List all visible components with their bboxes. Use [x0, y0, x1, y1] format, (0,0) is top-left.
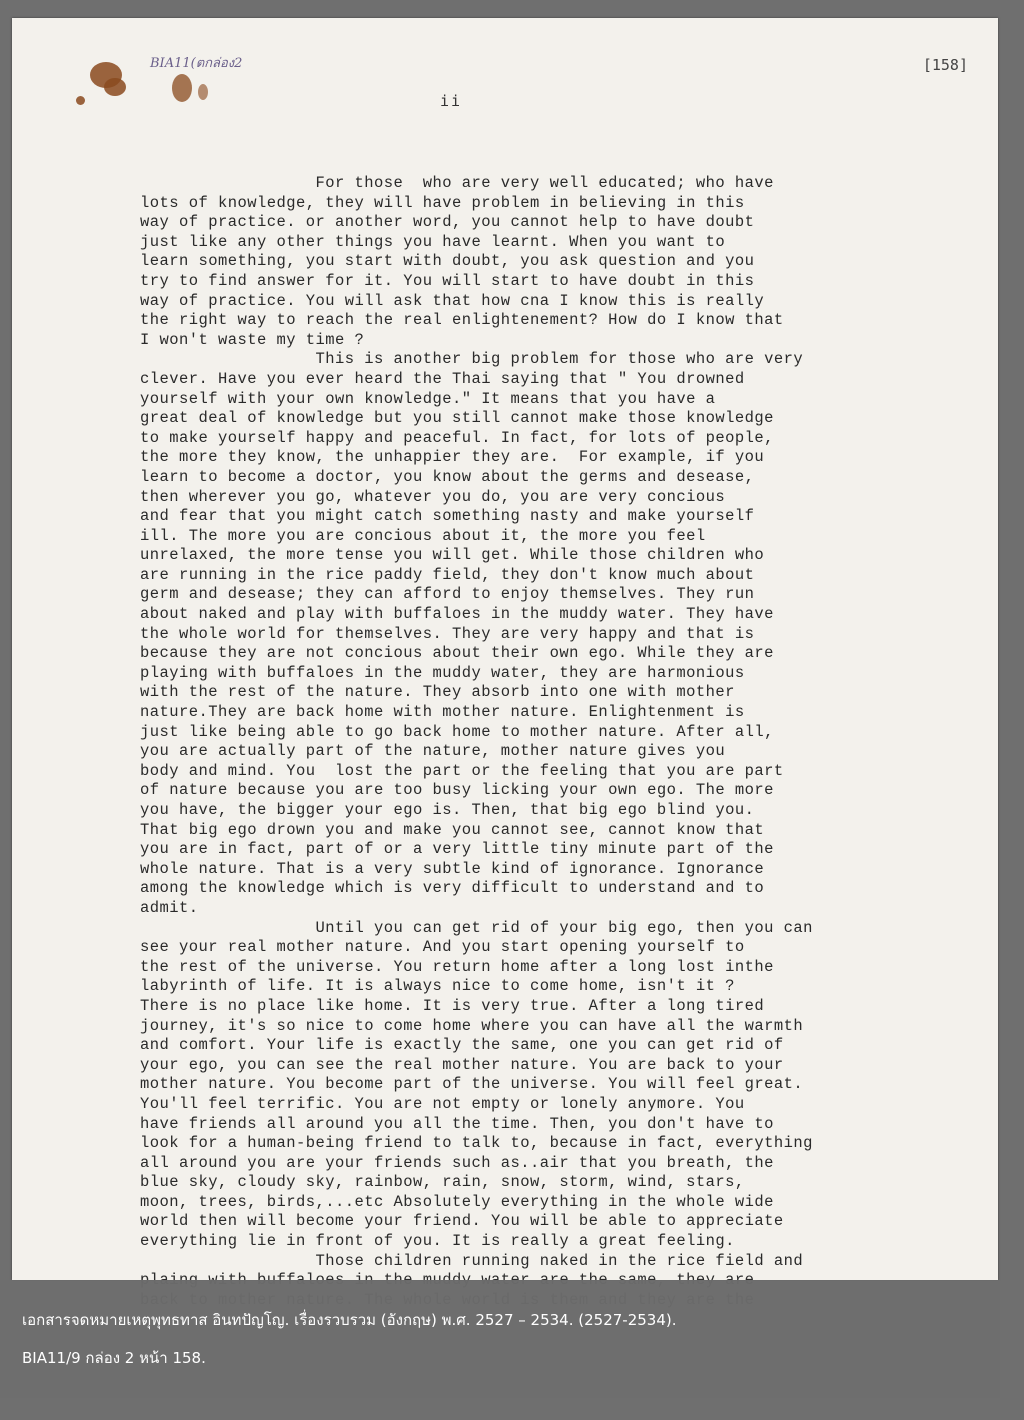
caption-reference: BIA11/9 กล่อง 2 หน้า 158. — [22, 1349, 206, 1367]
text-line: Those children running naked in the rice field and — [140, 1251, 804, 1270]
text-line: For those who are very well educated; who have — [140, 174, 774, 192]
text-line: the right way to reach the real enlightenement? How do I know that — [140, 311, 784, 330]
page-reference: [158] — [922, 56, 968, 74]
text-line: are running in the rice paddy field, they don't know much about — [140, 565, 755, 584]
text-line: world then will become your friend. You will be able to appreciate — [140, 1212, 784, 1231]
text-line: mother nature. You become part of the universe. You will feel great. — [140, 1075, 804, 1094]
text-line: then wherever you go, whatever you do, you are very concious — [140, 487, 726, 506]
page-number: ii — [440, 92, 463, 110]
text-line: journey, it's so nice to come home where you can have all the warmth — [140, 1016, 804, 1035]
text-line: moon, trees, birds,...etc Absolutely everything in the whole wide — [140, 1192, 774, 1211]
document-page — [12, 18, 998, 1280]
text-line: the rest of the universe. You return home after a long lost inthe — [140, 957, 774, 976]
text-line: you are actually part of the nature, mother nature gives you — [140, 742, 726, 761]
text-line: because they are not concious about their own ego. While they are — [140, 644, 774, 663]
text-line: admit. — [140, 898, 199, 917]
caption-bar — [0, 1280, 1000, 1398]
text-line: unrelaxed, the more tense you will get. While those children who — [140, 546, 765, 565]
text-line: ill. The more you are concious about it, the more you feel — [140, 526, 706, 545]
coffee-stain — [172, 74, 192, 102]
coffee-stain — [76, 96, 85, 105]
text-line: learn to become a doctor, you know about the germs and desease, — [140, 467, 755, 486]
text-line: just like any other things you have learnt. When you want to — [140, 232, 726, 251]
body-text — [140, 174, 980, 1310]
text-line: of nature because you are too busy licking your own ego. The more — [140, 781, 774, 800]
handwritten-note: BIA11(ตกล่อง2 — [150, 56, 243, 71]
text-line: playing with buffaloes in the muddy water, they are harmonious — [140, 663, 745, 682]
text-line: look for a human-being friend to talk to, because in fact, everything — [140, 1134, 813, 1153]
text-line: among the knowledge which is very difficult to understand and to — [140, 879, 765, 898]
text-line: see your real mother nature. And you start opening yourself to — [140, 938, 745, 957]
text-line: you are in fact, part of or a very little tiny minute part of the — [140, 840, 774, 859]
text-line: your ego, you can see the real mother nature. You are back to your — [140, 1055, 784, 1074]
text-line: the whole world for themselves. They are very happy and that is — [140, 624, 755, 643]
text-line: great deal of knowledge but you still cannot make those knowledge — [140, 409, 774, 428]
text-line: clever. Have you ever heard the Thai saying that " You drowned — [140, 369, 745, 388]
text-line: about naked and play with buffaloes in the muddy water. They have — [140, 605, 774, 624]
text-line: lots of knowledge, they will have problem in believing in this — [140, 193, 745, 212]
text-line: have friends all around you all the time. Then, you don't have to — [140, 1114, 774, 1133]
text-line: and fear that you might catch something nasty and make yourself — [140, 507, 755, 526]
text-line: That big ego drown you and make you cannot see, cannot know that — [140, 820, 765, 839]
text-line: yourself with your own knowledge." It means that you have a — [140, 389, 716, 408]
text-line: to make yourself happy and peaceful. In fact, for lots of people, — [140, 428, 774, 447]
text-line: way of practice. or another word, you cannot help to have doubt — [140, 213, 755, 232]
text-line: blue sky, cloudy sky, rainbow, rain, snow, storm, wind, stars, — [140, 1173, 745, 1192]
text-line: whole nature. That is a very subtle kind of ignorance. Ignorance — [140, 859, 765, 878]
text-line: This is another big problem for those who are very — [140, 350, 804, 369]
text-line: way of practice. You will ask that how cna I know this is really — [140, 291, 765, 310]
text-line: nature.They are back home with mother nature. Enlightenment is — [140, 703, 745, 722]
coffee-stain — [198, 84, 208, 100]
text-line: body and mind. You lost the part or the feeling that you are part — [140, 761, 784, 780]
text-line: labyrinth of life. It is always nice to come home, isn't it ? — [140, 977, 735, 996]
text-line: you have, the bigger your ego is. Then, that big ego blind you. — [140, 801, 755, 819]
text-line: with the rest of the nature. They absorb into one with mother — [140, 683, 735, 702]
text-line: I won't waste my time ? — [140, 330, 365, 349]
text-line: learn something, you start with doubt, you ask question and you — [140, 252, 755, 271]
text-line: everything lie in front of you. It is really a great feeling. — [140, 1232, 735, 1251]
text-line: You'll feel terrific. You are not empty or lonely anymore. You — [140, 1094, 745, 1113]
text-line: all around you are your friends such as..air that you breath, the — [140, 1153, 774, 1172]
coffee-stain — [104, 78, 126, 96]
text-line: Until you can get rid of your big ego, then you can — [140, 918, 813, 937]
text-line: There is no place like home. It is very true. After a long tired — [140, 996, 765, 1015]
text-line: the more they know, the unhappier they are. For example, if you — [140, 448, 765, 467]
text-line: germ and desease; they can afford to enjoy themselves. They run — [140, 585, 755, 604]
text-line: just like being able to go back home to mother nature. After all, — [140, 722, 774, 741]
caption-title: เอกสารจดหมายเหตุพุทธทาส อินทปัญโญ. เรื่องรวบรวม (อังกฤษ) พ.ศ. 2527 – 2534. (2527-2534). — [22, 1311, 677, 1329]
text-line: and comfort. Your life is exactly the same, one you can get rid of — [140, 1036, 784, 1055]
text-line: try to find answer for it. You will start to have doubt in this — [140, 271, 755, 290]
